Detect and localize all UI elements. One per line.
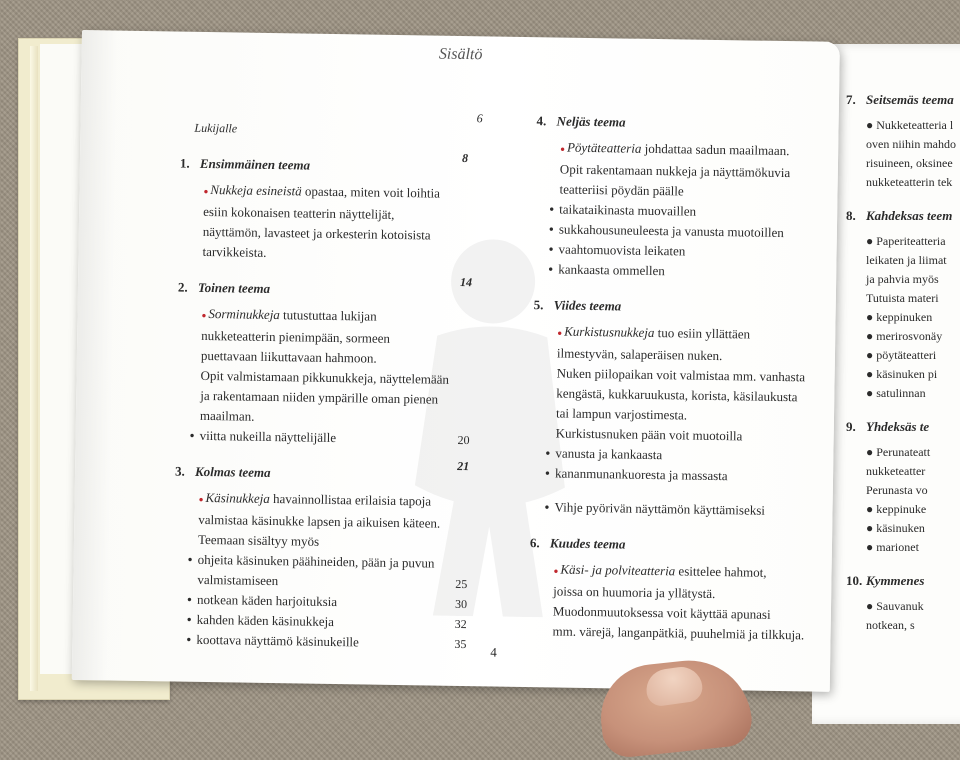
description-text: Muodonmuutoksessa voit käyttää apunasi bbox=[552, 603, 771, 622]
chapter-heading bbox=[530, 533, 820, 558]
chapter-number: 4. bbox=[536, 113, 547, 129]
bullet-item bbox=[555, 463, 821, 487]
description-text: havainnollistaa erilaisia tapoja bbox=[272, 491, 432, 509]
chapter-number: 9. bbox=[846, 419, 856, 434]
description-text: tai lampun varjostimesta. bbox=[555, 405, 688, 423]
bullet-text: Vihje pyörivän näyttämön käyttämiseksi bbox=[554, 499, 766, 518]
toc-entry-reader-label: Lukijalle bbox=[194, 120, 238, 136]
next-page-line: leikaten ja liimat bbox=[866, 253, 947, 267]
chapter-title: Toinen teema bbox=[197, 279, 271, 296]
bullet-item bbox=[197, 550, 504, 595]
bullet-text: kananmunankuoresta ja massasta bbox=[554, 465, 728, 484]
next-page-heading bbox=[846, 419, 960, 435]
next-page-line: notkean, s bbox=[866, 618, 915, 632]
bullet-text: sukkahousuneuleesta ja vanusta muotoillen bbox=[558, 221, 784, 241]
bullet-page-number: 35 bbox=[454, 636, 467, 652]
description-line bbox=[552, 621, 818, 645]
lead-term: Kurkistusnukkeja bbox=[564, 323, 655, 341]
toc-entry-reader-page: 6 bbox=[476, 111, 483, 126]
page-title: Sisältö bbox=[438, 45, 483, 64]
description-text: Teemaan sisältyy myös bbox=[197, 531, 320, 549]
bullet-item bbox=[196, 630, 502, 655]
chapter-title: Kolmas teema bbox=[194, 463, 271, 481]
lead-term: Nukkeja esineistä bbox=[210, 182, 302, 199]
next-page-contents bbox=[846, 92, 960, 651]
description-text: tuo esiin yllättäen bbox=[657, 325, 751, 342]
lead-term: Käsinukkeja bbox=[205, 489, 270, 507]
page-number: 4 bbox=[490, 644, 497, 660]
description-text: johdattaa sadun maailmaan. bbox=[644, 140, 790, 159]
description-text: Opit rakentamaan nukkeja ja näyttämökuvia bbox=[559, 161, 791, 181]
chapter-heading bbox=[177, 274, 508, 303]
next-page-line: ● Sauvanuk bbox=[866, 599, 924, 613]
description-text: joissa on huumoria ja yllätystä. bbox=[553, 583, 716, 602]
chapter-heading bbox=[179, 150, 510, 179]
chapter-number: 5. bbox=[533, 297, 544, 313]
description-text: tutustuttaa lukijan bbox=[283, 307, 377, 324]
description-text: puettavaan liikuttavaan hahmoon. bbox=[200, 347, 377, 366]
next-page-line: ● käsinuken pi bbox=[866, 367, 938, 381]
toc-chapter bbox=[530, 295, 823, 522]
next-page-line: ● keppinuke bbox=[866, 502, 927, 516]
chapter-title: Kymmenes bbox=[866, 573, 925, 588]
description-text: Kurkistusnuken pään voit muotoilla bbox=[555, 425, 743, 444]
chapter-description bbox=[554, 322, 823, 522]
next-page-line: Tutuista materi bbox=[866, 291, 939, 305]
next-page-line: ● Paperiteatteria bbox=[866, 234, 946, 248]
next-page-line: ● satulinnan bbox=[866, 386, 926, 400]
next-page-line: ● käsinuken bbox=[866, 521, 925, 535]
chapter-title: Viides teema bbox=[553, 297, 622, 314]
next-page-line: ja pahvia myös bbox=[866, 272, 939, 286]
bullet-page-number: 30 bbox=[454, 596, 468, 612]
chapter-number: 10. bbox=[846, 573, 863, 588]
description-text: maailman. bbox=[199, 407, 255, 424]
toc-chapter bbox=[178, 150, 510, 267]
red-bullet: ● bbox=[553, 566, 561, 576]
bullet-text: viitta nukeilla näyttelijälle bbox=[199, 427, 337, 446]
red-bullet: ● bbox=[557, 328, 565, 338]
toc-chapter bbox=[175, 274, 508, 451]
contents-page bbox=[72, 30, 840, 692]
description-text: kengästä, kukkaruukusta, korista, käsilaukusta bbox=[556, 385, 798, 405]
chapter-number: 3. bbox=[174, 463, 185, 479]
bullet-text: taikataikinasta muovaillen bbox=[559, 201, 697, 219]
section-gap bbox=[846, 557, 960, 573]
chapter-heading bbox=[174, 458, 505, 487]
description-text: valmistaa käsinukke lapsen ja aikuisen käteen. bbox=[198, 511, 441, 531]
bullet-text: vaahtomuovista leikaten bbox=[558, 241, 686, 259]
next-page-line: ● merirosvonäy bbox=[866, 329, 943, 343]
next-page-line: ● Perunateatt bbox=[866, 445, 931, 459]
chapter-description bbox=[199, 304, 507, 451]
chapter-title: Yhdeksäs te bbox=[866, 419, 930, 434]
description-text: tarvikkeista. bbox=[202, 243, 267, 260]
chapter-title: Kahdeksas teem bbox=[866, 208, 953, 223]
next-page-line: risuineen, oksinee bbox=[866, 156, 953, 170]
toc-chapter bbox=[528, 533, 820, 646]
bullet-text: koottava näyttämö käsinukeille bbox=[196, 631, 360, 650]
next-page-line: ● marionet bbox=[866, 540, 919, 554]
chapter-page-number: 8 bbox=[461, 150, 469, 166]
chapter-description bbox=[202, 180, 509, 267]
section-gap bbox=[846, 635, 960, 651]
chapter-description bbox=[558, 138, 826, 284]
bullet-item bbox=[199, 426, 505, 451]
chapter-number: 7. bbox=[846, 92, 856, 107]
bullet-text: kankaasta ommellen bbox=[558, 261, 665, 279]
next-page-line: ● Nukketeatteria l bbox=[866, 118, 954, 132]
lead-term: Pöytäteatteria bbox=[566, 139, 642, 156]
chapter-title: Neljäs teema bbox=[556, 113, 626, 130]
section-gap bbox=[846, 403, 960, 419]
chapter-heading bbox=[534, 295, 824, 320]
description-text: opastaa, miten voit loihtia bbox=[304, 183, 441, 201]
description-text: mm. värejä, langanpätkiä, puuhelmiä ja tilkkuja. bbox=[552, 623, 805, 643]
bullet-item bbox=[558, 260, 824, 284]
bullet-text: notkean käden harjoituksia bbox=[196, 591, 338, 610]
bullet-page-number: 25 bbox=[455, 576, 468, 592]
chapter-page-number: 21 bbox=[457, 458, 470, 474]
red-bullet: ● bbox=[198, 494, 206, 504]
next-page-line: Perunasta vo bbox=[866, 483, 928, 497]
description-text: ja rakentamaan niiden ympärille oman pienen bbox=[200, 387, 439, 407]
next-page-line: nukketeatter bbox=[866, 464, 926, 478]
toc-chapter bbox=[172, 458, 505, 655]
next-page-line: nukketeatterin tek bbox=[866, 175, 953, 189]
description-text: teatteriisi pöydän päälle bbox=[559, 181, 684, 199]
description-line bbox=[202, 242, 508, 267]
chapter-heading bbox=[536, 111, 826, 136]
chapter-description bbox=[196, 488, 505, 655]
bullet-page-number: 20 bbox=[457, 432, 470, 448]
toc-chapter bbox=[534, 111, 827, 284]
page-stack-edge bbox=[30, 46, 38, 691]
chapter-title: Ensimmäinen teema bbox=[199, 155, 311, 173]
contents-left-column bbox=[172, 106, 511, 655]
section-gap bbox=[846, 192, 960, 208]
next-page-heading bbox=[846, 92, 960, 108]
red-bullet: ● bbox=[201, 310, 209, 321]
chapter-page-number: 14 bbox=[459, 274, 473, 290]
next-page-heading bbox=[846, 573, 960, 589]
red-bullet: ● bbox=[203, 186, 211, 197]
chapter-number: 8. bbox=[846, 208, 856, 223]
chapter-title: Seitsemäs teema bbox=[866, 92, 954, 107]
toc-entry-reader bbox=[194, 111, 510, 143]
chapter-number: 1. bbox=[179, 155, 190, 171]
next-page-line: ● keppinuken bbox=[866, 310, 933, 324]
description-text: näyttämön, lavasteet ja orkesterin kotoisista bbox=[202, 223, 431, 243]
bullet-text: vanusta ja kankaasta bbox=[555, 445, 663, 463]
next-page-line: oven niihin mahdo bbox=[866, 137, 956, 151]
description-text: ilmestyvän, salaperäisen nuken. bbox=[556, 345, 723, 364]
description-text: Nuken piilopaikan voit valmistaa mm. vanhasta bbox=[556, 365, 806, 385]
chapter-title: Kuudes teema bbox=[549, 535, 626, 552]
chapter-description bbox=[552, 559, 819, 645]
bullet-text: kahden käden käsinukkeja bbox=[196, 611, 335, 630]
description-text: nukketeatterin pienimpään, sormeen bbox=[201, 327, 391, 346]
description-text: esittelee hahmot, bbox=[678, 563, 767, 580]
bullet-page-number: 32 bbox=[454, 616, 467, 632]
bullet-text: ohjeita käsinuken päähineiden, pään ja puvun valmistamiseen bbox=[197, 551, 435, 589]
chapter-number: 2. bbox=[177, 279, 188, 295]
bullet-item bbox=[554, 497, 820, 521]
next-page-line: ● pöytäteatteri bbox=[866, 348, 937, 362]
description-text: esiin kokonaisen teatterin näyttelijät, bbox=[203, 203, 395, 222]
lead-term: Käsi- ja polviteatteria bbox=[560, 561, 676, 579]
red-bullet: ● bbox=[560, 144, 568, 154]
chapter-number: 6. bbox=[529, 535, 540, 551]
description-text: Opit valmistamaan pikkunukkeja, näyttelemään bbox=[200, 367, 450, 387]
next-page-heading bbox=[846, 208, 960, 224]
contents-right-column bbox=[528, 111, 826, 645]
lead-term: Sorminukkeja bbox=[208, 306, 280, 323]
